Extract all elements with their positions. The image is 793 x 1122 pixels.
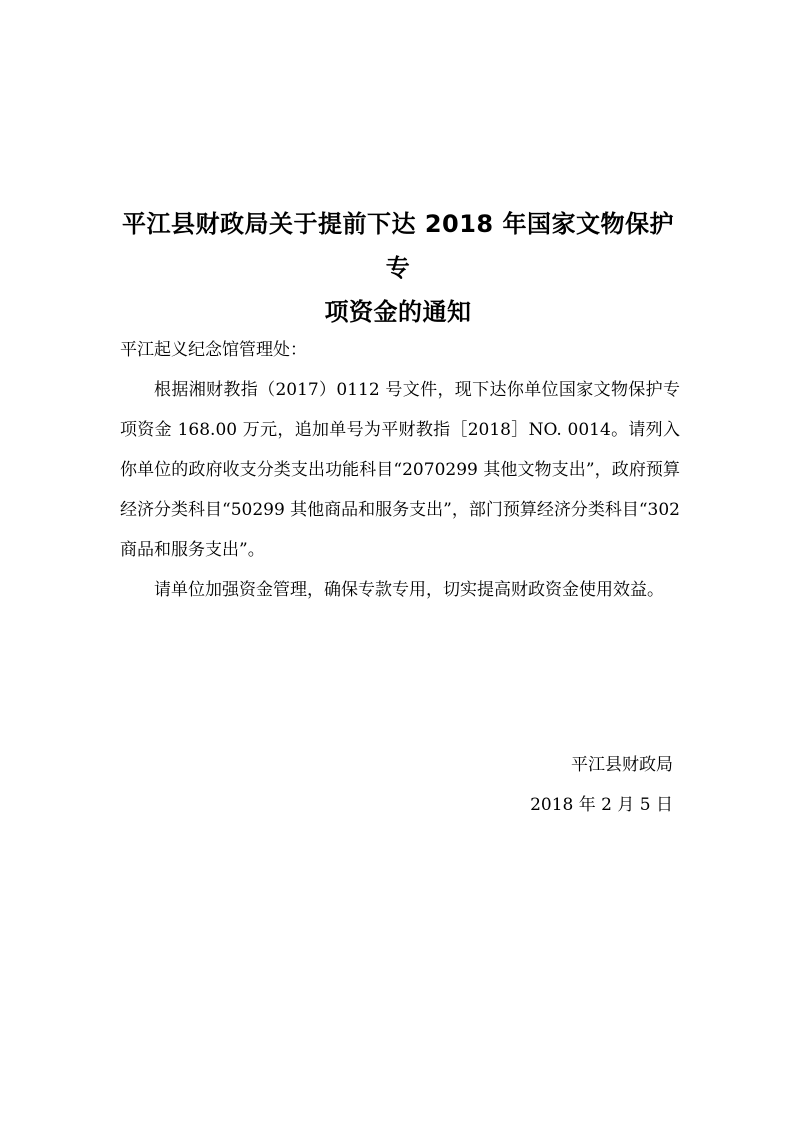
document-title [118,202,678,334]
paragraph-funding-details: 根据湘财教指（2017）0112 号文件，现下达你单位国家文物保护专项资金 168.00 万元，追加单号为平财教指［2018］NO. 0014。请列入你单位的政府收支分类支出功能科目“2070299 其他文物支出”，政府预算经济分类科目“50299 其他商品和服务支出”，部门预算经济分类科目“302 商品和服务支出”。 [120,380,681,560]
title-line-1: 平江县财政局关于提前下达 2018 年国家文物保护专 [121,210,674,282]
title-line-2: 项资金的通知 [324,298,472,326]
issue-date: 2018 年 2 月 5 日 [530,795,673,815]
paragraph-management-request: 请单位加强资金管理，确保专款专用，切实提高财政资金使用效益。 [154,580,664,600]
signature-block [530,745,673,825]
issuer-name: 平江县财政局 [571,755,673,775]
addressee: 平江起义纪念馆管理处： [120,340,307,360]
document-body [120,330,680,610]
